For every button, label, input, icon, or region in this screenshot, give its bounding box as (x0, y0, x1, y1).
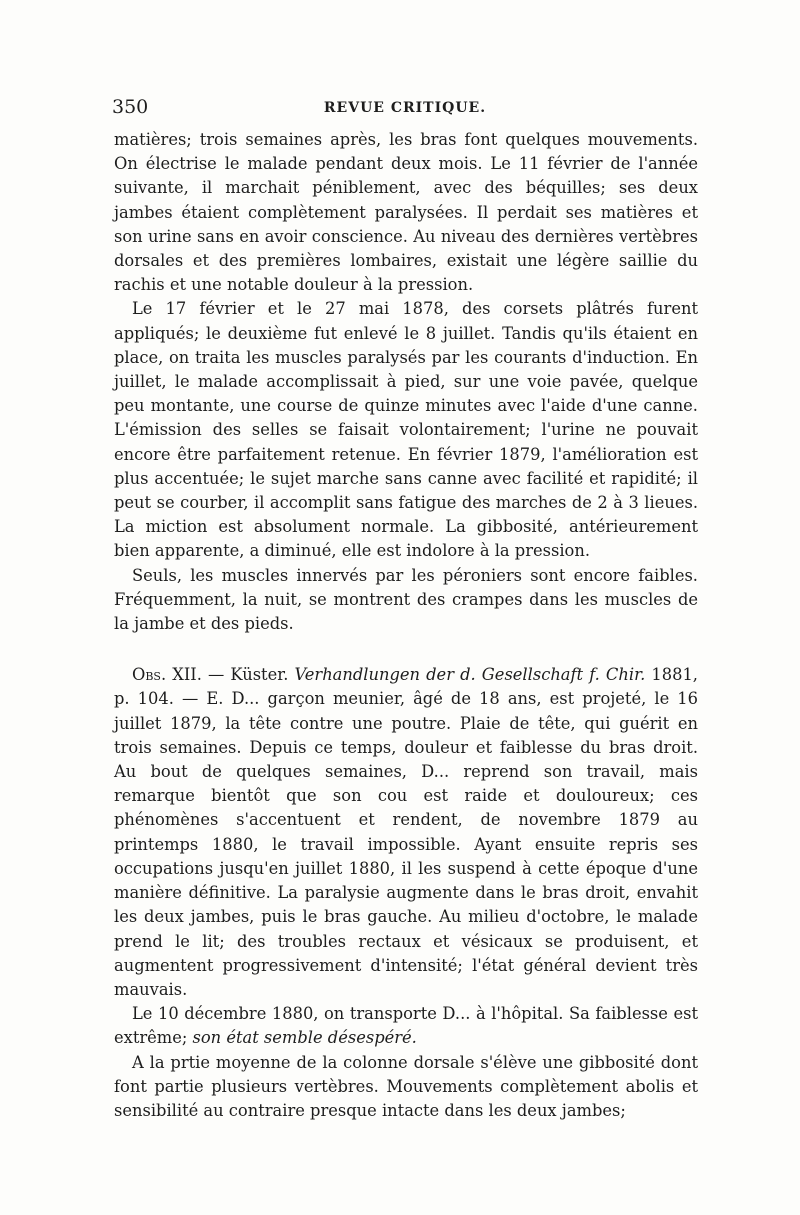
paragraph-1: matières; trois semaines après, les bras font quelques mouvements. On électrise le malade pendant deux mois. Le 11 février de l'année suivante, il marchait péniblement, avec des béquilles; ses deux jambes étaient complètement paralysées. Il perdait ses matières et son urine sans en avoir conscience. Au niveau des dernières vertèbres dorsales et des premières lombaires, existait une légère saillie du rachis et une notable douleur à la pression. (114, 130, 698, 295)
running-title: REVUE CRITIQUE. (323, 100, 487, 116)
paragraph-6: A la prtie moyenne de la colonne dorsale s'élève une gibbosité dont font partie plusieurs vertèbres. Mouvements complètement abolis et sensibilité au contraire presque intacte dans les deux jambes; (114, 1052, 698, 1120)
body-text (114, 128, 698, 1123)
observation-source: Verhandlungen der d. Gesellschaft f. Chir. (294, 665, 646, 685)
paragraph-2: Le 17 février et le 27 mai 1878, des corsets plâtrés furent appliqués; le deuxième fut enlevé le 8 juillet. Tandis qu'ils étaient en place, on traita les muscles paralysés par les courants d'induction. En juillet, le malade accomplissait à pied, sur une voie pavée, quelque peu montante, une course de quinze minutes avec l'aide d'une canne. L'émission des selles se faisait volontairement; l'urine ne pouvait encore être parfaitement retenue. En février 1879, l'amélioration est plus accentuée; le sujet marche sans canne avec facilité et rapidité; il peut se courber, il accomplit sans fatigue des marches de 2 à 3 lieues. La miction est absolument normale. La gibbosité, antérieurement bien apparente, a diminué, elle est indolore à la pression. (114, 299, 698, 561)
paragraph-5-italic: son état semble désespéré. (192, 1028, 417, 1048)
page-header (112, 96, 698, 126)
observation-label: Obs. XII. (132, 665, 202, 685)
observation-xii (114, 663, 698, 1002)
observation-text: 1881, p. 104. — E. D... garçon meunier, âgé de 18 ans, est projeté, le 16 juillet 1879, la tête contre une poutre. Plaie de tête, qui guérit en trois semaines. Depuis ce temps, douleur et faiblesse du bras droit. Au bout de quelques semaines, D... reprend son travail, mais remarque bientôt que son cou est raide et douloureux; ces phénomènes s'accentuent et rendent, de novembre 1879 au printemps 1880, le travail impossible. Ayant ensuite repris ses occupations jusqu'en juillet 1880, il les suspend à cette époque d'une manière définitive. La paralysie augmente dans le bras droit, envahit les deux jambes, puis le bras gauche. Au milieu d'octobre, le malade prend le lit; des troubles rectaux et vésicaux se produisent, et augmentent progressivement d'intensité; l'état général devient très mauvais. (114, 665, 698, 999)
page-number: 350 (112, 96, 149, 118)
observation-author: — Küster. (201, 665, 295, 685)
paragraph-5 (114, 1002, 698, 1050)
paragraph-5-text: Le 10 décembre 1880, on transporte D... à l'hôpital. Sa faiblesse est extrême; (114, 1004, 698, 1048)
paragraph-3: Seuls, les muscles innervés par les péroniers sont encore faibles. Fréquemment, la nuit, se montrent des crampes dans les muscles de la jambe et des pieds. (114, 565, 698, 634)
